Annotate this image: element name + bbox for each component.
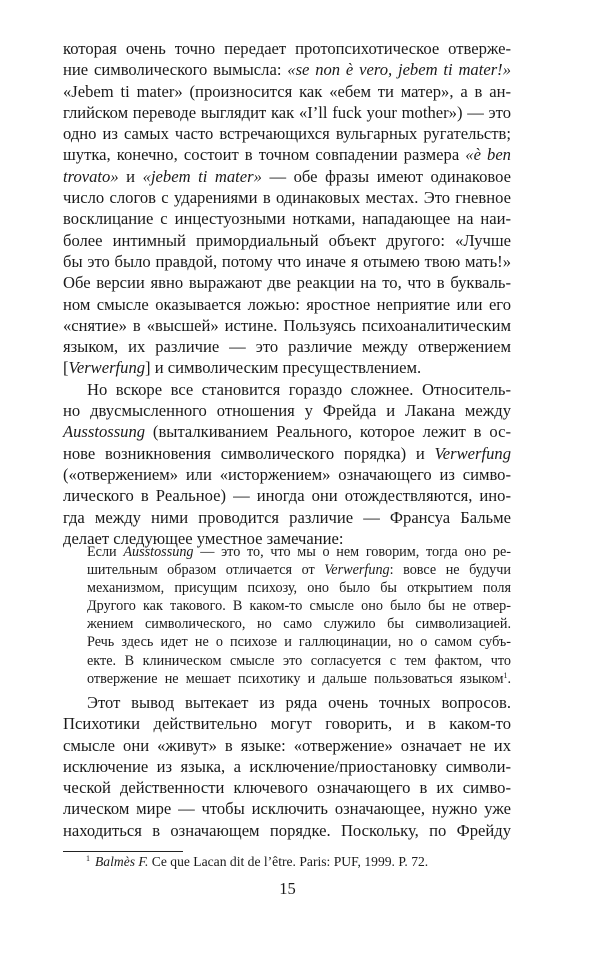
text-line bbox=[63, 38, 511, 59]
text-run: — обе фразы имеют одинаковое bbox=[261, 166, 511, 186]
text-line bbox=[63, 443, 511, 464]
text-run: («отвержением» или «исторжением» означающего из симво- bbox=[63, 464, 511, 484]
text-line bbox=[87, 615, 511, 633]
text-run: одно из самых часто встречающихся вульгарных ругательств; bbox=[63, 124, 511, 144]
text-run: «снятие» в «высшей» истине. Пользуясь психоаналитическим bbox=[63, 315, 511, 335]
text-run: ние символического вымысла: bbox=[63, 60, 288, 80]
text-line bbox=[63, 421, 511, 442]
text-run: [ bbox=[63, 358, 69, 378]
text-run: глийском переводе выглядит как «I’ll fuck your mother») — это bbox=[63, 102, 511, 122]
paragraph-3 bbox=[63, 692, 511, 841]
text-run: екте. В клиническом смысле это согласуется с тем фактом, что bbox=[87, 652, 511, 669]
text-line bbox=[63, 230, 511, 251]
text-run: отвержение не мешает психотику и дальше пользоваться языком bbox=[87, 670, 504, 687]
text-line bbox=[63, 251, 511, 272]
text-line bbox=[63, 144, 511, 165]
italic-run: «jebem ti mater» bbox=[142, 166, 262, 186]
text-run: : вовсе не будучи bbox=[389, 562, 512, 579]
page-number: 15 bbox=[279, 879, 296, 898]
text-line bbox=[63, 798, 511, 819]
text-run: число слогов с ударениями в одинаковых местах. Это гневное bbox=[63, 188, 511, 208]
text-line bbox=[63, 379, 511, 400]
text-run: Этот вывод вытекает из ряда очень точных вопросов. bbox=[87, 693, 511, 712]
text-line bbox=[63, 208, 511, 229]
footnote-text: Ce que Lacan dit de l’être. Paris: PUF, 1999. P. 72. bbox=[148, 854, 429, 869]
text-line bbox=[63, 507, 511, 528]
text-run: Речь здесь идет не о психозе и галлюцинации, но о самом субъ- bbox=[87, 634, 511, 651]
italic-run: «è ben bbox=[465, 145, 511, 165]
italic-run: Verwerfung bbox=[68, 358, 146, 378]
text-line bbox=[87, 633, 511, 651]
text-run: механизмом, присущим психозу, оно было бы открытием поля bbox=[87, 580, 511, 597]
text-line bbox=[87, 543, 511, 561]
text-run: ном смысле оказывается ложью: яростное неприятие или его bbox=[63, 294, 511, 314]
text-line bbox=[87, 670, 511, 688]
text-line bbox=[63, 485, 511, 506]
text-run: более интимный примордиальный объект другого: «Лучше bbox=[63, 230, 511, 250]
block-quote bbox=[87, 543, 511, 688]
text-line bbox=[87, 652, 511, 670]
text-run: Но вскоре все становится гораздо сложнее. Относитель- bbox=[87, 379, 511, 399]
text-run: которая очень точно передает протопсихотическое отверже- bbox=[63, 39, 511, 58]
text-run: исключение из языка, а исключение/приостановку символи- bbox=[63, 756, 511, 776]
text-run: лическом мире — чтобы исключить означающее, нужно уже bbox=[63, 799, 511, 819]
text-run: Психотики действительно могут говорить, и в каком-то bbox=[63, 714, 511, 734]
text-line bbox=[87, 561, 511, 579]
text-line bbox=[63, 59, 511, 80]
text-line bbox=[63, 735, 511, 756]
text-line bbox=[63, 123, 511, 144]
italic-run: trovato» bbox=[63, 166, 119, 186]
text-run: — это то, что мы о нем говорим, тогда оно ре- bbox=[193, 544, 511, 560]
footnote-reference: 1 bbox=[503, 670, 508, 680]
text-run: делает следующее уместное замечание: bbox=[63, 528, 344, 548]
text-run: смысле они «живут» в языке: «отвержение» означает не их bbox=[63, 735, 511, 755]
text-line bbox=[63, 357, 511, 378]
text-run: ] и символическим пресуществлением. bbox=[145, 358, 422, 378]
text-run: но двусмысленного отношения у Фрейда и Лакана между bbox=[63, 401, 511, 421]
text-line bbox=[63, 272, 511, 293]
text-line bbox=[63, 713, 511, 734]
text-run: жением символического, но само служило бы символизацией. bbox=[87, 616, 511, 633]
text-run: гда между ними проводится различие — Франсуа Бальме bbox=[63, 507, 511, 527]
text-run: языком, их различие — это различие между отвержением bbox=[63, 337, 511, 357]
text-line bbox=[63, 692, 511, 713]
text-run: находиться в означающем порядке. Поскольку, по Фрейду bbox=[63, 820, 511, 840]
text-run: Другого как такового. В каком-то смысле оно было бы не отвер- bbox=[87, 598, 511, 615]
text-line bbox=[63, 187, 511, 208]
text-run: восклицание с инцестуозными нотками, нападающее на наи- bbox=[63, 209, 511, 229]
footnote-author: Balmès F. bbox=[95, 854, 149, 869]
text-run: нове возникновения символического порядка) и bbox=[63, 443, 435, 463]
text-line bbox=[87, 579, 511, 597]
text-line bbox=[87, 597, 511, 615]
text-run: шительным образом отличается от bbox=[87, 562, 325, 579]
text-line bbox=[63, 777, 511, 798]
italic-run: Ausstossung bbox=[123, 544, 194, 560]
text-line bbox=[63, 102, 511, 123]
paragraph-2 bbox=[63, 379, 511, 549]
text-run: шутка, конечно, состоит в точном совпадении размера bbox=[63, 145, 466, 165]
text-line bbox=[63, 81, 511, 102]
text-run: и bbox=[118, 166, 143, 186]
text-run: ческой действенности ключевого означающего в их симво- bbox=[63, 778, 511, 798]
text-line bbox=[63, 820, 511, 841]
footnote-mark: 1 bbox=[86, 854, 90, 863]
text-run: бы это было правдой, потому что иначе я отымею твою мать!» bbox=[63, 251, 511, 271]
paragraph-1 bbox=[63, 38, 511, 379]
footnote-separator bbox=[63, 851, 183, 852]
italic-run: Verwerfung bbox=[434, 443, 511, 463]
text-line bbox=[63, 166, 511, 187]
text-line bbox=[63, 315, 511, 336]
text-line bbox=[63, 336, 511, 357]
italic-run: Verwerfung bbox=[324, 562, 390, 579]
text-run: «Jebem ti mater» (произносится как «ебем ти матер», а в ан- bbox=[63, 81, 511, 101]
text-run: (выталкиванием Реального, которое лежит в ос- bbox=[145, 422, 511, 442]
text-line bbox=[63, 464, 511, 485]
text-run: лического в Реальное) — иногда они отождествляются, ино- bbox=[63, 486, 511, 506]
text-run: Если bbox=[87, 544, 124, 560]
text-line bbox=[63, 294, 511, 315]
italic-run: Ausstossung bbox=[63, 422, 146, 442]
text-line bbox=[63, 400, 511, 421]
italic-run: «se non è vero, jebem ti mater!» bbox=[287, 60, 511, 80]
footnote bbox=[86, 854, 428, 870]
text-run: . bbox=[507, 670, 511, 687]
text-line bbox=[63, 756, 511, 777]
text-run: Обе версии явно выражают две реакции на то, что в букваль- bbox=[63, 273, 511, 293]
